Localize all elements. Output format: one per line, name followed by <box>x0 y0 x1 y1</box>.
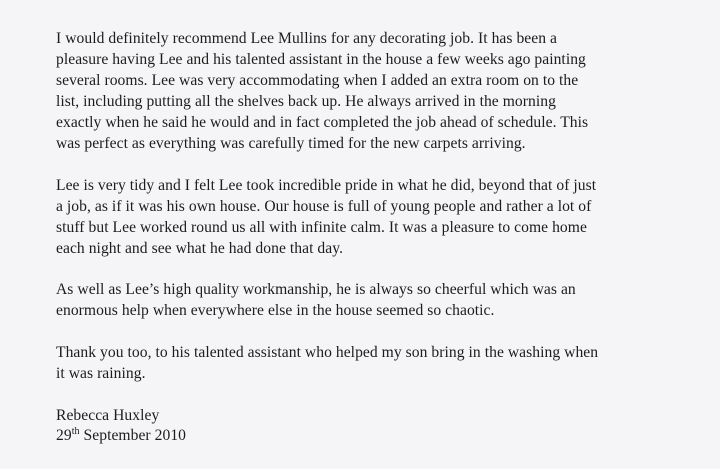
letter-line: stuff but Lee worked round us all with infinite calm. It was a pleasure to come home <box>56 219 587 236</box>
letter-line: exactly when he said he would and in fact completed the job ahead of schedule. This <box>56 114 589 131</box>
date-suffix: th <box>71 426 80 437</box>
letter-line: list, including putting all the shelves back up. He always arrived in the morning <box>56 93 556 110</box>
letter-line: As well as Lee’s high quality workmanship, he is always so cheerful which was an <box>56 281 576 298</box>
letter-line: a job, as if it was his own house. Our house is full of young people and rather a lot of <box>56 198 592 215</box>
signature-name: Rebecca Huxley <box>56 407 160 424</box>
date-rest: September 2010 <box>79 427 187 444</box>
letter-line: I would definitely recommend Lee Mullins for any decorating job. It has been a <box>56 30 558 47</box>
letter-line: each night and see what he had done that day. <box>56 240 344 257</box>
letter-line: several rooms. Lee was very accommodating when I added an extra room on to the <box>56 72 579 89</box>
letter-line: Thank you too, to his talented assistant who helped my son bring in the washing when <box>56 344 599 361</box>
date-day: 29 <box>56 427 72 444</box>
letter-line: it was raining. <box>56 365 146 382</box>
letter-line: enormous help when everywhere else in the house seemed so chaotic. <box>56 302 495 319</box>
letter-line: was perfect as everything was carefully timed for the new carpets arriving. <box>56 135 526 152</box>
letter-line: Lee is very tidy and I felt Lee took incredible pride in what he did, beyond that of just <box>56 177 597 194</box>
signature-date <box>56 427 186 445</box>
letter-line: pleasure having Lee and his talented assistant in the house a few weeks ago painting <box>56 51 586 68</box>
